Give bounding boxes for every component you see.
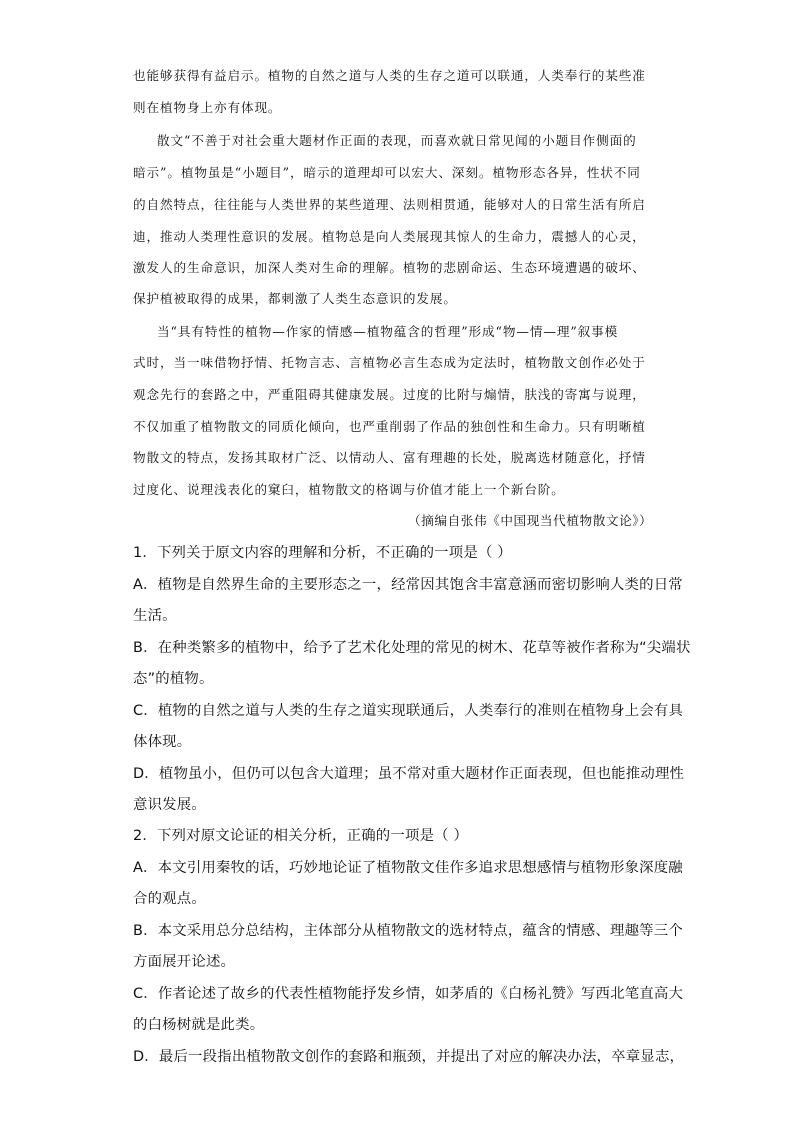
passage-line: 迪，推动人类理性意识的发展。植物总是向人类展现其惊人的生命力，震撼人的心灵， bbox=[133, 229, 646, 244]
passage-line: 不仅加重了植物散文的同质化倾向，也严重削弱了作品的独创性和生命力。只有明晰植 bbox=[133, 419, 646, 434]
passage-line: 则在植物身上亦有体现。 bbox=[133, 100, 282, 115]
passage-line: 式时，当一味借物抒情、托物言志、言植物必言生态成为定法时，植物散文创作必处于 bbox=[133, 355, 646, 370]
passage-line: 激发人的生命意识，加深人类对生命的理解。植物的悲剧命运、生态环境遭遇的破坏、 bbox=[133, 260, 646, 275]
passage-paragraph-start: 当“具有特性的植物—作家的情感—植物蕴含的哲理”形成“物—情—理”叙事模 bbox=[157, 324, 619, 339]
option-b: B．在种类繁多的植物中，给予了艺术化处理的常见的树木、花草等被作者称为“尖端状 bbox=[133, 640, 691, 656]
option-b: B．本文采用总分总结构，主体部分从植物散文的选材特点，蕴含的情感、理趣等三个 bbox=[133, 923, 683, 939]
passage-line: 过度化、说理浅表化的窠臼，植物散文的格调与价值才能上一个新台阶。 bbox=[133, 482, 565, 497]
option-d-continuation: 意识发展。 bbox=[133, 797, 206, 813]
option-c: C．作者论述了故乡的代表性植物能抒发乡情，如茅盾的《白杨礼赞》写西北笔直高大 bbox=[133, 986, 684, 1002]
option-a: A．本文引用秦牧的话，巧妙地论证了植物散文佳作多追求思想感情与植物形象深度融 bbox=[133, 860, 683, 876]
option-a: A．植物是自然界生命的主要形态之一，经常因其饱含丰富意涵而密切影响人类的日常 bbox=[133, 577, 683, 593]
option-c-continuation: 体体现。 bbox=[133, 734, 192, 750]
passage-source: （摘编自张伟《中国现当代植物散文论》） bbox=[408, 513, 653, 528]
passage-line: 观念先行的套路之中，严重阻碍其健康发展。过度的比附与煽情，肤浅的寄寓与说理， bbox=[133, 387, 646, 402]
passage-line: 保护植被取得的成果，都刺激了人类生态意识的发展。 bbox=[133, 291, 457, 306]
option-d: D．最后一段指出植物散文创作的套路和瓶颈，并提出了对应的解决办法，卒章显志， bbox=[133, 1049, 685, 1065]
passage-line: 也能够获得有益启示。植物的自然之道与人类的生存之道可以联通，人类奉行的某些准 bbox=[133, 68, 646, 83]
option-a-continuation: 合的观点。 bbox=[133, 891, 206, 907]
option-c-continuation: 的白杨树就是此类。 bbox=[133, 1017, 265, 1033]
question-stem: 2．下列对原文论证的相关分析，正确的一项是（ ） bbox=[133, 828, 469, 844]
question-stem: 1．下列关于原文内容的理解和分析，不正确的一项是（ ） bbox=[133, 545, 512, 561]
option-d: D．植物虽小，但仍可以包含大道理；虽不常对重大题材作正面表现，但也能推动理性 bbox=[133, 766, 685, 782]
option-b-continuation: 态”的植物。 bbox=[133, 671, 214, 687]
option-b-continuation: 方面展开论述。 bbox=[133, 954, 236, 970]
passage-line: 暗示”。植物虽是“小题目”，暗示的道理却可以宏大、深刻。植物形态各异，性状不同 bbox=[133, 165, 641, 180]
passage-paragraph-start: 散文“不善于对社会重大题材作正面的表现，而喜欢就日常见闻的小题目作侧面的 bbox=[157, 133, 637, 148]
option-a-continuation: 生活。 bbox=[133, 608, 177, 624]
passage-line: 的自然特点，往往能与人类世界的某些道理、法则相贯通，能够对人的日常生活有所启 bbox=[133, 197, 646, 212]
passage-line: 物散文的特点，发扬其取材广泛、以情动人、富有理趣的长处，脱离选材随意化，抒情 bbox=[133, 450, 646, 465]
option-c: C．植物的自然之道与人类的生存之道实现联通后，人类奉行的准则在植物身上会有具 bbox=[133, 703, 684, 719]
